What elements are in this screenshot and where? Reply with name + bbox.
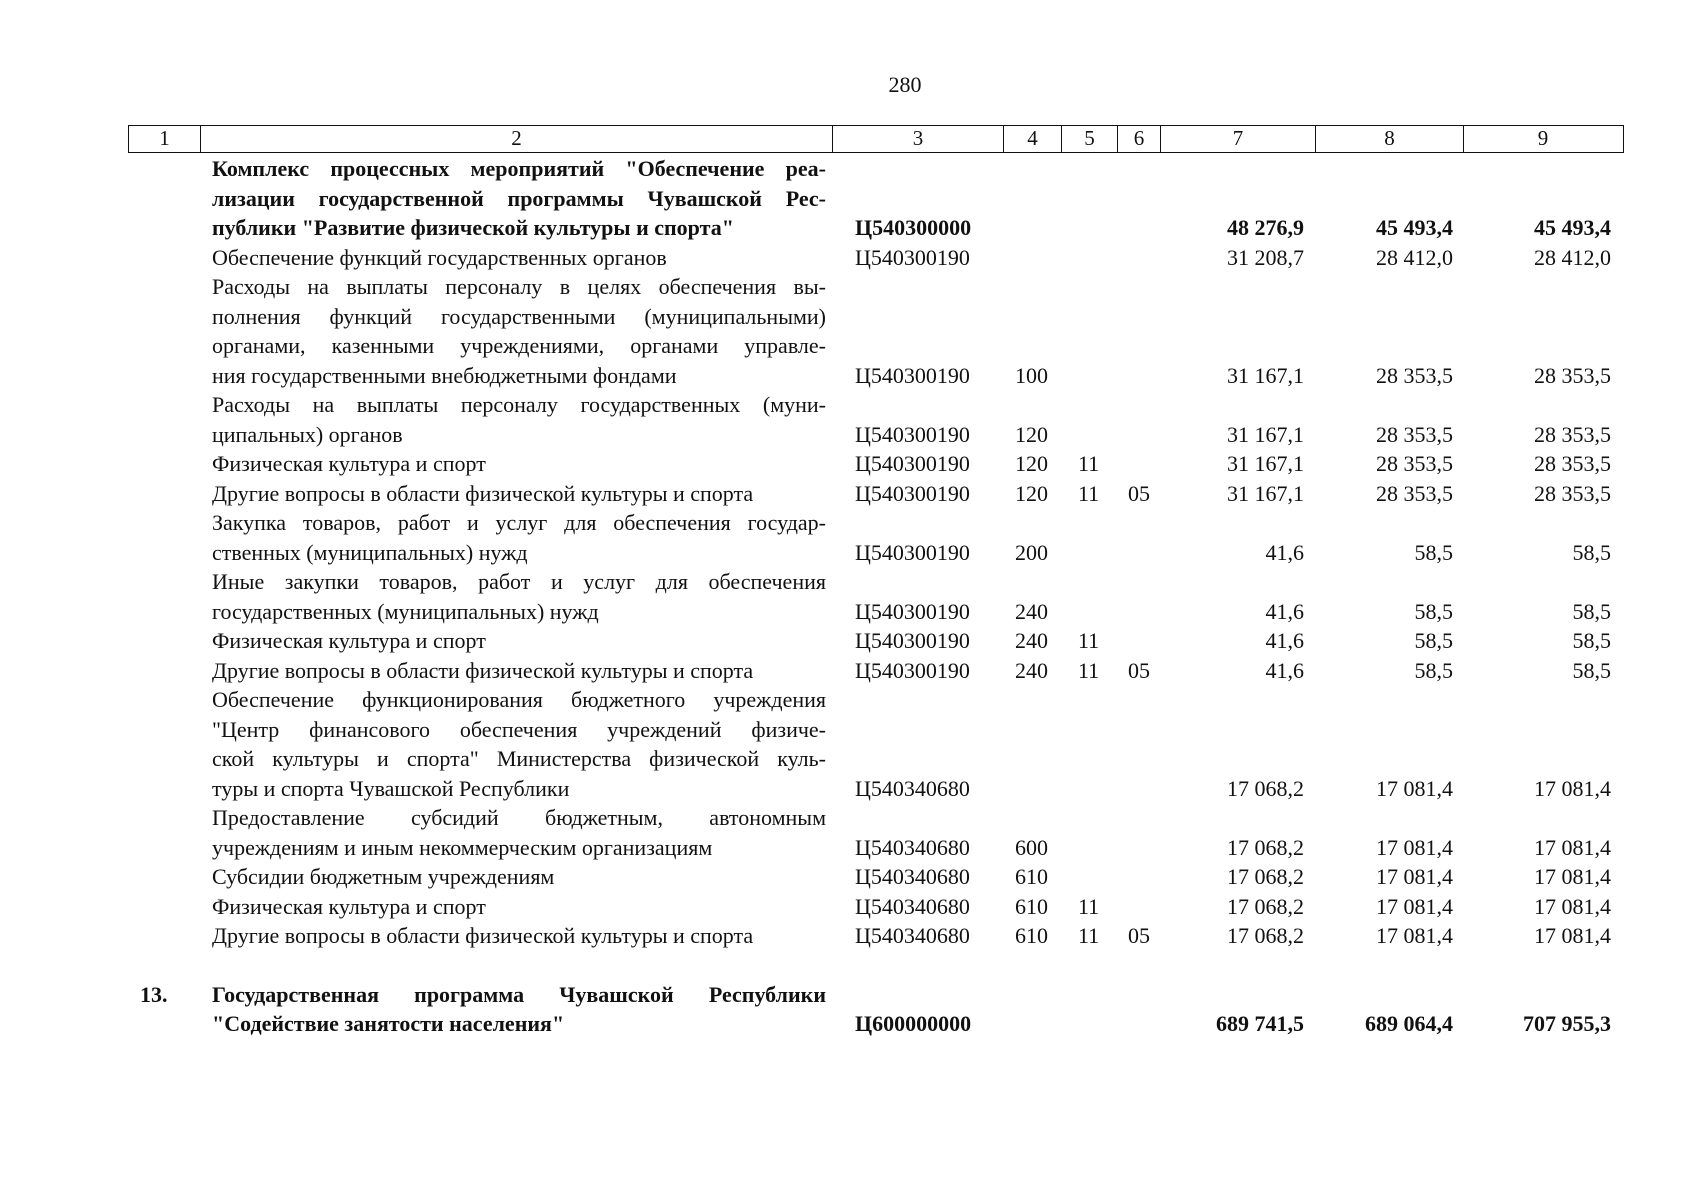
subsection-code: 05 (1128, 480, 1150, 506)
row-name (212, 862, 826, 892)
table-row (0, 154, 1697, 243)
row-name-line: ской культуры и спорта" Министерства физической куль- (212, 746, 826, 771)
table-row (0, 685, 1697, 803)
amount-col-7: 31 167,1 (1227, 421, 1304, 447)
amount-col-9: 17 081,4 (1534, 775, 1611, 801)
amount-col-8: 17 081,4 (1376, 864, 1453, 889)
expense-type: 610 (1015, 923, 1048, 948)
amount-col-7: 41,6 (1265, 539, 1304, 565)
row-name-line: туры и спорта Чувашской Республики (212, 775, 570, 801)
expense-type: 120 (1015, 480, 1048, 506)
amount-col-8: 17 081,4 (1376, 893, 1453, 919)
amount-col-9: 28 353,5 (1534, 362, 1611, 388)
row-name-line: Субсидии бюджетным учреждениям (212, 864, 555, 889)
row-name (212, 626, 826, 656)
target-code: Ц540300190 (855, 362, 970, 388)
amount-col-9: 28 412,0 (1534, 244, 1611, 270)
target-code: Ц540340680 (855, 775, 970, 801)
row-number: 13. (140, 981, 168, 1007)
amount-col-7: 48 276,9 (1227, 215, 1304, 240)
column-header-6: 6 (1118, 126, 1161, 152)
column-header-9: 9 (1537, 126, 1549, 150)
target-code: Ц540300190 (855, 244, 970, 270)
column-header-7: 7 (1161, 126, 1316, 152)
amount-col-9: 707 955,3 (1523, 1011, 1611, 1036)
expense-type: 610 (1015, 864, 1048, 889)
expense-type: 610 (1015, 893, 1048, 919)
target-code: Ц540340680 (855, 834, 970, 860)
section-code: 11 (1078, 451, 1100, 476)
row-name (212, 243, 826, 273)
row-name-line: Расходы на выплаты персоналу государственных (муни- (212, 392, 826, 417)
amount-col-8: 28 353,5 (1376, 451, 1453, 476)
target-code: Ц540300190 (855, 628, 970, 653)
column-header-5: 5 (1062, 126, 1118, 152)
row-name-line: Обеспечение функционирования бюджетного учреждения (212, 687, 826, 712)
amount-col-7: 17 068,2 (1227, 923, 1304, 948)
amount-col-9: 28 353,5 (1534, 480, 1611, 506)
amount-col-8: 45 493,4 (1376, 215, 1453, 240)
expense-type: 120 (1015, 421, 1048, 447)
amount-col-8: 28 353,5 (1376, 362, 1453, 388)
amount-col-8: 689 064,4 (1365, 1011, 1453, 1036)
column-number-header (128, 125, 1624, 153)
column-header-1: 1 (129, 126, 201, 152)
section-code: 11 (1078, 628, 1100, 653)
row-name-line: учреждениям и иным некоммерческим организациям (212, 834, 713, 860)
amount-col-9: 17 081,4 (1534, 923, 1611, 948)
section-code: 11 (1078, 893, 1100, 919)
amount-col-8: 58,5 (1414, 539, 1453, 565)
table-row (0, 980, 1697, 1039)
expense-type: 120 (1015, 451, 1048, 476)
row-name-line: ния государственными внебюджетными фондами (212, 362, 677, 388)
expense-type: 240 (1015, 598, 1048, 624)
amount-col-7: 31 167,1 (1227, 362, 1304, 388)
column-header-4: 4 (1004, 126, 1062, 152)
amount-col-9: 17 081,4 (1534, 864, 1611, 889)
row-name-line: Закупка товаров, работ и услуг для обеспечения государ- (212, 510, 826, 535)
amount-col-8: 17 081,4 (1376, 834, 1453, 860)
target-code: Ц540340680 (855, 893, 970, 919)
row-name (212, 892, 826, 922)
table-row (0, 243, 1697, 273)
expense-type: 240 (1015, 657, 1048, 683)
row-name (212, 803, 826, 862)
row-name-line: органами, казенными учреждениями, органами управле- (212, 333, 826, 358)
amount-col-8: 17 081,4 (1376, 923, 1453, 948)
table-row (0, 656, 1697, 686)
amount-col-7: 31 208,7 (1227, 244, 1304, 270)
target-code: Ц540300190 (855, 539, 970, 565)
target-code: Ц600000000 (855, 1011, 972, 1036)
expense-type: 240 (1015, 628, 1048, 653)
row-name-line: ципальных) органов (212, 421, 403, 447)
row-name-line: Другие вопросы в области физической культуры и спорта (212, 480, 754, 506)
row-name-line: Другие вопросы в области физической культуры и спорта (212, 657, 754, 683)
table-row (0, 508, 1697, 567)
amount-col-7: 41,6 (1265, 598, 1304, 624)
section-code: 11 (1078, 923, 1100, 948)
column-header-2: 2 (201, 126, 833, 152)
amount-col-8: 58,5 (1414, 657, 1453, 683)
amount-col-7: 41,6 (1265, 657, 1304, 683)
row-name-line: Физическая культура и спорт (212, 628, 486, 653)
target-code: Ц540300190 (855, 598, 970, 624)
row-name-line: публики "Развитие физической культуры и спорта" (212, 215, 734, 240)
table-row (0, 479, 1697, 509)
row-name (212, 656, 826, 686)
row-name-line: государственных (муниципальных) нужд (212, 598, 599, 624)
expense-type: 100 (1015, 362, 1048, 388)
amount-col-9: 28 353,5 (1534, 451, 1611, 476)
amount-col-7: 17 068,2 (1227, 893, 1304, 919)
target-code: Ц540300190 (855, 421, 970, 447)
row-name-line: лизации государственной программы Чувашской Рес- (212, 185, 826, 211)
row-name (212, 154, 826, 243)
target-code: Ц540300190 (855, 451, 970, 476)
table-row (0, 449, 1697, 479)
row-name-line: Физическая культура и спорт (212, 451, 486, 476)
subsection-code: 05 (1128, 923, 1150, 948)
row-name-line: Иные закупки товаров, работ и услуг для обеспечения (212, 569, 826, 594)
table-row (0, 272, 1697, 390)
target-code: Ц540340680 (855, 864, 970, 889)
table-row (0, 390, 1697, 449)
amount-col-7: 31 167,1 (1227, 480, 1304, 506)
amount-col-9: 17 081,4 (1534, 893, 1611, 919)
column-header-8: 8 (1316, 126, 1464, 152)
amount-col-9: 28 353,5 (1534, 421, 1611, 447)
expense-type: 200 (1015, 539, 1048, 565)
amount-col-9: 58,5 (1572, 657, 1611, 683)
amount-col-9: 58,5 (1572, 628, 1611, 653)
table-row (0, 567, 1697, 626)
section-code: 11 (1078, 657, 1100, 683)
table-row (0, 862, 1697, 892)
row-name-line: "Центр финансового обеспечения учреждений физиче- (212, 716, 826, 742)
row-name-line: Обеспечение функций государственных органов (212, 244, 667, 270)
row-name (212, 449, 826, 479)
amount-col-7: 17 068,2 (1227, 834, 1304, 860)
budget-table-body (0, 154, 1697, 1039)
amount-col-7: 31 167,1 (1227, 451, 1304, 476)
row-name-line: "Содействие занятости населения" (212, 1011, 565, 1036)
target-code: Ц540300190 (855, 480, 970, 506)
amount-col-9: 45 493,4 (1534, 215, 1611, 240)
target-code: Ц540300000 (855, 215, 972, 240)
target-code: Ц540340680 (855, 923, 970, 948)
row-name-line: ственных (муниципальных) нужд (212, 539, 528, 565)
amount-col-8: 28 353,5 (1376, 480, 1453, 506)
amount-col-8: 28 412,0 (1376, 244, 1453, 270)
amount-col-7: 689 741,5 (1216, 1011, 1304, 1036)
amount-col-8: 17 081,4 (1376, 775, 1453, 801)
amount-col-7: 41,6 (1265, 628, 1304, 653)
row-name (212, 479, 826, 509)
row-name (212, 921, 826, 951)
row-name-line: Физическая культура и спорт (212, 893, 486, 919)
target-code: Ц540300190 (855, 657, 970, 683)
table-row (0, 626, 1697, 656)
row-spacer (0, 951, 1697, 980)
section-code: 11 (1078, 480, 1100, 506)
row-name (212, 685, 826, 803)
amount-col-8: 58,5 (1414, 598, 1453, 624)
row-name-line: Предоставление субсидий бюджетным, автономным (212, 805, 826, 830)
row-name (212, 567, 826, 626)
row-name-line: Государственная программа Чувашской Республики (212, 981, 826, 1007)
amount-col-8: 58,5 (1414, 628, 1453, 653)
row-name (212, 390, 826, 449)
row-name (212, 508, 826, 567)
row-name-line: Комплекс процессных мероприятий "Обеспечение реа- (212, 156, 826, 181)
page-number: 280 (888, 72, 922, 97)
table-row (0, 921, 1697, 951)
row-name-line: полнения функций государственными (муниципальными) (212, 303, 826, 329)
amount-col-9: 17 081,4 (1534, 834, 1611, 860)
amount-col-9: 58,5 (1572, 539, 1611, 565)
expense-type: 600 (1015, 834, 1048, 860)
row-name (212, 272, 826, 390)
row-name-line: Другие вопросы в области физической культуры и спорта (212, 923, 754, 948)
column-header-3: 3 (833, 126, 1004, 152)
table-row (0, 803, 1697, 862)
amount-col-9: 58,5 (1572, 598, 1611, 624)
amount-col-7: 17 068,2 (1227, 775, 1304, 801)
subsection-code: 05 (1128, 657, 1150, 683)
table-row (0, 892, 1697, 922)
amount-col-8: 28 353,5 (1376, 421, 1453, 447)
amount-col-7: 17 068,2 (1227, 864, 1304, 889)
row-name (212, 980, 826, 1039)
row-name-line: Расходы на выплаты персоналу в целях обеспечения вы- (212, 274, 826, 299)
